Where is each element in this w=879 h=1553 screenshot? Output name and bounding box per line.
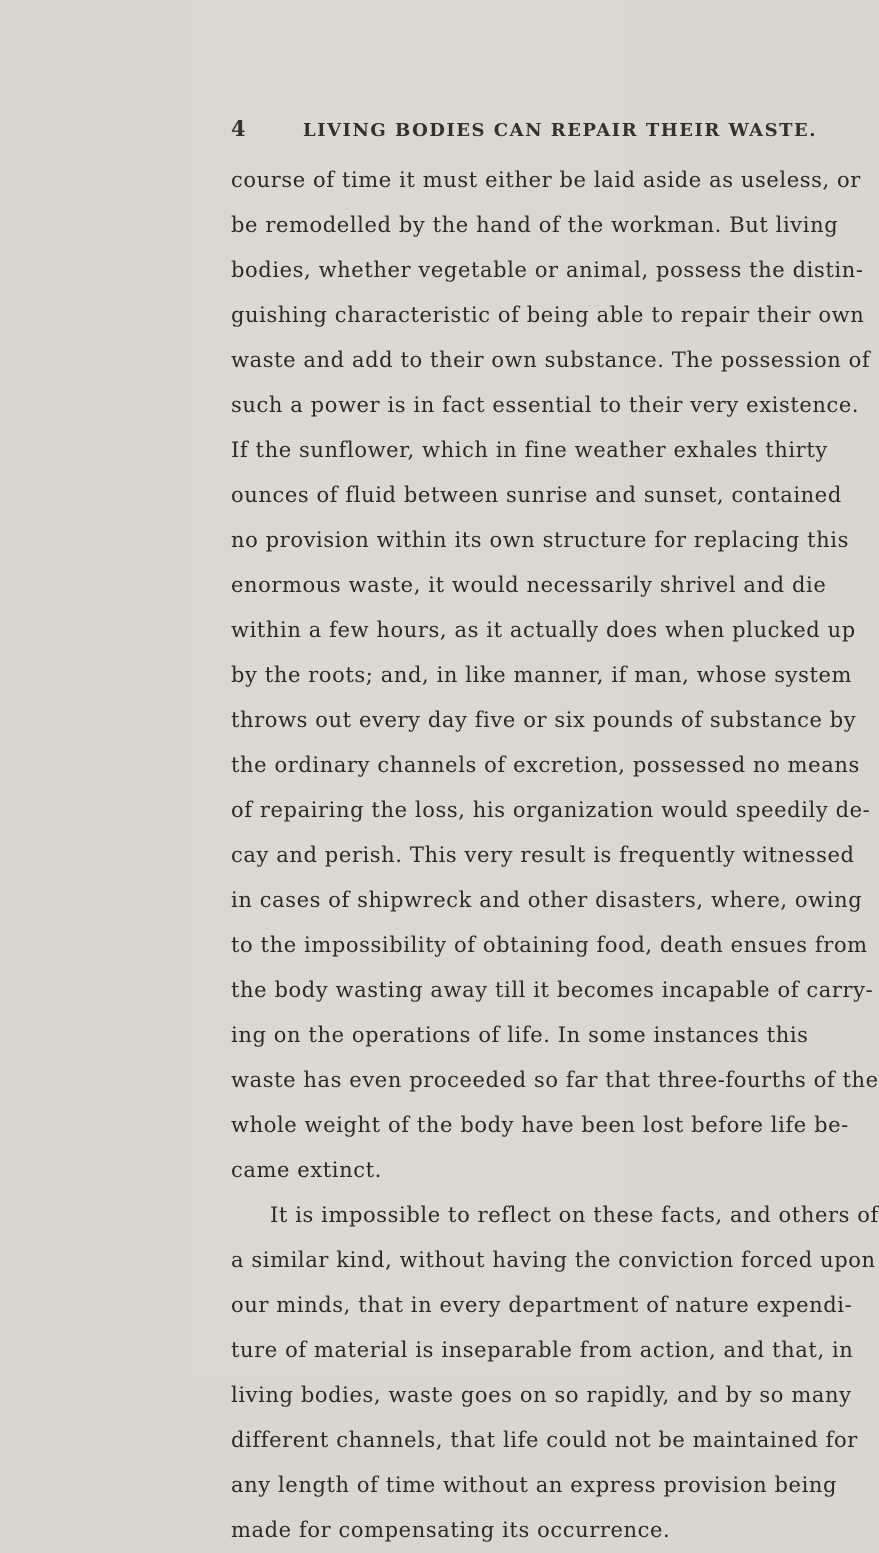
paragraph-1 [231,158,879,1193]
text-line: be remodelled by the hand of the workman. But living [231,213,839,237]
text-line: waste and add to their own substance. The possession of [231,348,871,372]
text-line: different channels, that life could not be maintained for [231,1428,858,1452]
text-line: ing on the operations of life. In some instances this [231,1023,809,1047]
text-line: no provision within its own structure for replacing this [231,528,849,552]
text-line: course of time it must either be laid aside as useless, or [231,168,861,192]
text-line: by the roots; and, in like manner, if man, whose system [231,663,853,687]
body-text [231,158,879,1553]
paragraph-2 [231,1193,879,1553]
text-line: came extinct. [231,1158,382,1182]
text-line: guishing characteristic of being able to repair their own [231,303,865,327]
text-line: our minds, that in every department of nature expendi- [231,1293,853,1317]
text-line: in cases of shipwreck and other disasters, where, owing [231,888,863,912]
text-line: enormous waste, it would necessarily shrivel and die [231,573,827,597]
text-line: within a few hours, as it actually does when plucked up [231,618,856,642]
text-line: a similar kind, without having the conviction forced upon [231,1248,876,1272]
text-line: If the sunflower, which in fine weather exhales thirty [231,438,828,462]
text-line: the ordinary channels of excretion, possessed no means [231,753,860,777]
running-head [0,116,817,152]
text-line: throws out every day five or six pounds of substance by [231,708,857,732]
text-line: cay and perish. This very result is frequently witnessed [231,843,855,867]
text-line: waste has even proceeded so far that three-fourths of the [231,1068,879,1092]
text-line: of repairing the loss, his organization would speedily de- [231,798,871,822]
text-line: to the impossibility of obtaining food, death ensues from [231,933,868,957]
text-line: living bodies, waste goes on so rapidly, and by so many [231,1383,852,1407]
text-line: ture of material is inseparable from action, and that, in [231,1338,854,1362]
text-line: ounces of fluid between sunrise and sunset, contained [231,483,842,507]
text-line: such a power is in fact essential to their very existence. [231,393,860,417]
text-line: any length of time without an express provision being [231,1473,838,1497]
running-title: LIVING BODIES CAN REPAIR THEIR WASTE. [303,120,817,141]
text-line: bodies, whether vegetable or animal, possess the distin- [231,258,864,282]
text-line: made for compensating its occurrence. [231,1518,671,1542]
page-number: 4 [231,116,247,141]
text-line: the body wasting away till it becomes incapable of carry- [231,978,874,1002]
text-line: It is impossible to reflect on these facts, and others of [270,1203,879,1227]
text-line: whole weight of the body have been lost before life be- [231,1113,849,1137]
